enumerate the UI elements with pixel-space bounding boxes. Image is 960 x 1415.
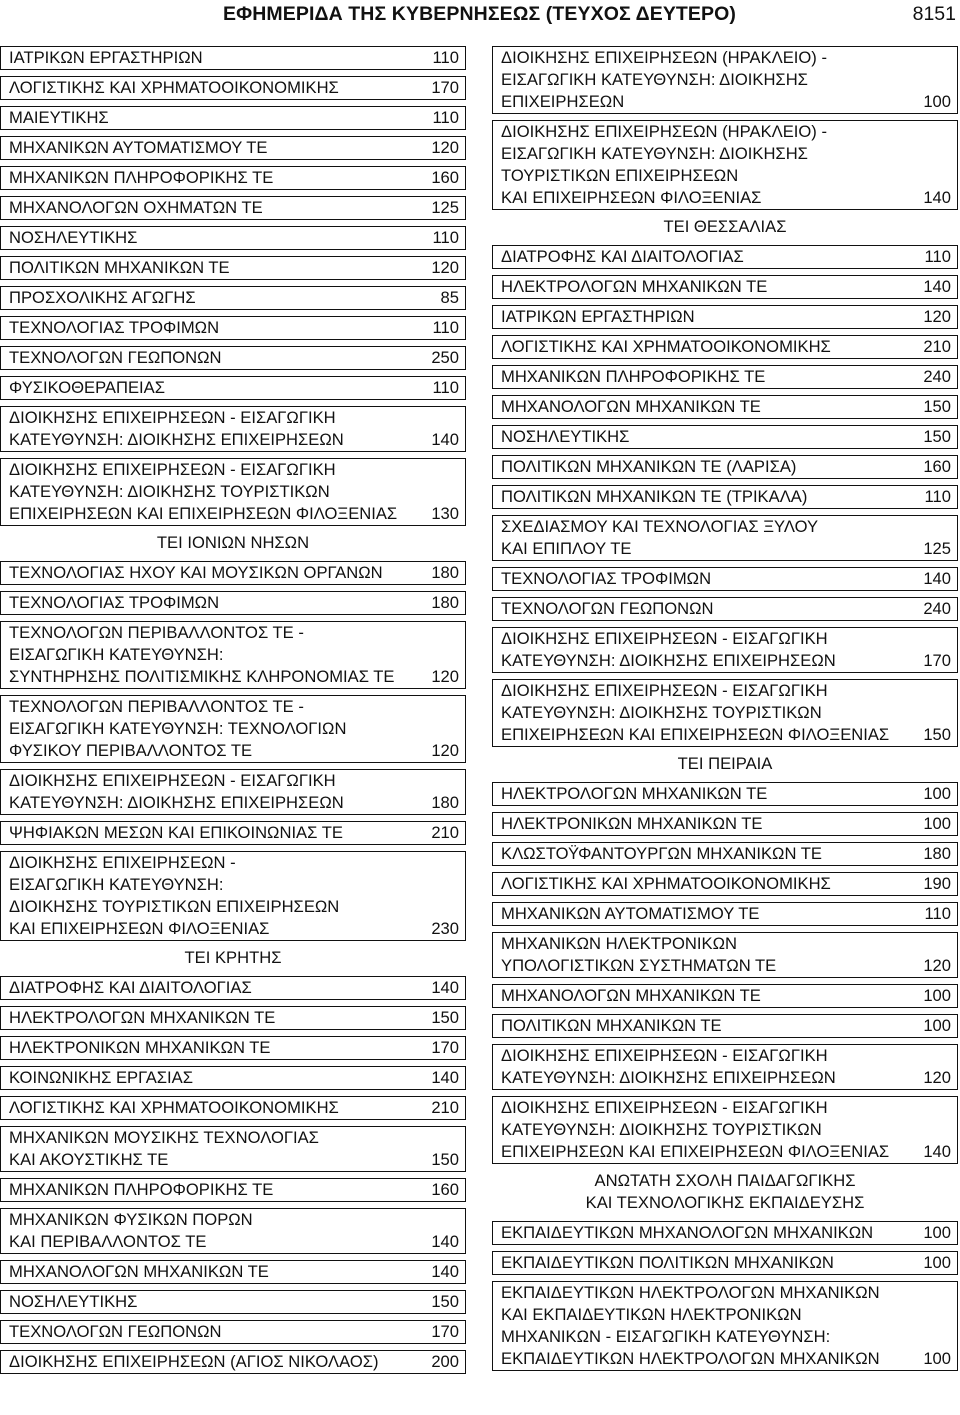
department-name-line: ΝΟΣΗΛΕΥΤΙΚΗΣ xyxy=(9,228,138,247)
department-name-line: ΔΙΟΙΚΗΣΗΣ ΕΠΙΧΕΙΡΗΣΕΩΝ (ΗΡΑΚΛΕΙΟ) - xyxy=(501,122,827,141)
department-name-line: ΚΑΤΕΥΘΥΝΣΗ: ΔΙΟΙΚΗΣΗΣ ΕΠΙΧΕΙΡΗΣΕΩΝ xyxy=(501,1068,836,1087)
department-name xyxy=(9,1261,457,1283)
admission-count: 160 xyxy=(431,168,459,187)
department-name xyxy=(9,1127,457,1171)
admission-count: 100 xyxy=(923,1016,951,1035)
admission-count: 200 xyxy=(431,1352,459,1371)
department-name xyxy=(501,1252,949,1274)
admission-count: 140 xyxy=(923,277,951,296)
department-row xyxy=(492,782,958,806)
department-name-line: ΚΟΙΝΩΝΙΚΗΣ ΕΡΓΑΣΙΑΣ xyxy=(9,1068,193,1087)
department-name xyxy=(9,622,457,688)
admission-count: 120 xyxy=(431,138,459,157)
department-row xyxy=(492,395,958,419)
department-name xyxy=(501,121,949,209)
admission-count: 100 xyxy=(923,784,951,803)
section-heading xyxy=(492,1170,958,1214)
admission-count: 160 xyxy=(431,1180,459,1199)
department-row xyxy=(0,1006,466,1030)
department-name xyxy=(9,347,457,369)
department-row xyxy=(0,1290,466,1314)
department-name xyxy=(501,456,949,478)
section-heading-line: ΚΑΙ ΤΕΧΝΟΛΟΓΙΚΗΣ ΕΚΠΑΙΔΕΥΣΗΣ xyxy=(585,1193,865,1212)
section-heading xyxy=(492,216,958,238)
admission-count: 100 xyxy=(923,1253,951,1272)
department-name xyxy=(9,257,457,279)
department-name-line: ΜΗΧΑΝΙΚΩΝ ΑΥΤΟΜΑΤΙΣΜΟΥ ΤΕ xyxy=(501,904,760,923)
department-name-line: ΜΑΙΕΥΤΙΚΗΣ xyxy=(9,108,109,127)
admission-count: 100 xyxy=(923,92,951,111)
admission-count: 110 xyxy=(432,378,459,397)
admission-count: 240 xyxy=(923,367,951,386)
department-name xyxy=(9,696,457,762)
department-name xyxy=(501,598,949,620)
department-name-line: ΤΕΧΝΟΛΟΓΙΑΣ ΗΧΟΥ ΚΑΙ ΜΟΥΣΙΚΩΝ ΟΡΓΑΝΩΝ xyxy=(9,563,383,582)
department-name xyxy=(501,985,949,1007)
department-row xyxy=(492,872,958,896)
department-name xyxy=(9,852,457,940)
department-name-line: ΕΠΙΧΕΙΡΗΣΕΩΝ ΚΑΙ ΕΠΙΧΕΙΡΗΣΕΩΝ ΦΙΛΟΞΕΝΙΑΣ xyxy=(501,1142,890,1161)
department-name-line: ΜΗΧΑΝΟΛΟΓΩΝ ΜΗΧΑΝΙΚΩΝ ΤΕ xyxy=(501,986,761,1005)
department-name xyxy=(501,306,949,328)
department-name-line: ΦΥΣΙΚΟΘΕΡΑΠΕΙΑΣ xyxy=(9,378,165,397)
department-row xyxy=(492,812,958,836)
department-name-line: ΚΑΙ ΕΠΙΠΛΟΥ ΤΕ xyxy=(501,539,632,558)
admission-count: 210 xyxy=(431,1098,459,1117)
department-name xyxy=(9,822,457,844)
department-name-line: ΚΑΙ ΕΠΙΧΕΙΡΗΣΕΩΝ ΦΙΛΟΞΕΝΙΑΣ xyxy=(9,919,270,938)
department-row xyxy=(492,597,958,621)
department-name xyxy=(501,628,949,672)
department-name-line: ΗΛΕΚΤΡΟΝΙΚΩΝ ΜΗΧΑΝΙΚΩΝ ΤΕ xyxy=(9,1038,271,1057)
department-row xyxy=(0,76,466,100)
department-name-line: ΗΛΕΚΤΡΟΝΙΚΩΝ ΜΗΧΑΝΙΚΩΝ ΤΕ xyxy=(501,814,763,833)
department-row xyxy=(0,136,466,160)
right-column xyxy=(492,46,958,1377)
department-name-line: ΜΗΧΑΝΟΛΟΓΩΝ ΟΧΗΜΑΤΩΝ ΤΕ xyxy=(9,198,263,217)
department-name xyxy=(9,107,457,129)
department-name xyxy=(501,366,949,388)
department-row xyxy=(492,627,958,673)
department-name xyxy=(501,516,949,560)
department-name-line: ΜΗΧΑΝΟΛΟΓΩΝ ΜΗΧΑΝΙΚΩΝ ΤΕ xyxy=(501,397,761,416)
department-row xyxy=(0,376,466,400)
department-row xyxy=(492,515,958,561)
department-name xyxy=(501,1222,949,1244)
admission-count: 100 xyxy=(923,814,951,833)
admission-count: 140 xyxy=(431,1068,459,1087)
department-name-line: ΤΟΥΡΙΣΤΙΚΩΝ ΕΠΙΧΕΙΡΗΣΕΩΝ xyxy=(501,166,739,185)
department-row xyxy=(492,842,958,866)
page-header xyxy=(0,0,960,34)
department-name xyxy=(501,486,949,508)
department-name-line: ΗΛΕΚΤΡΟΛΟΓΩΝ ΜΗΧΑΝΙΚΩΝ ΤΕ xyxy=(501,784,768,803)
department-name-line: ΜΗΧΑΝΙΚΩΝ ΑΥΤΟΜΑΤΙΣΜΟΥ ΤΕ xyxy=(9,138,268,157)
department-name xyxy=(9,770,457,814)
department-row xyxy=(0,621,466,689)
department-name-line: ΔΙΟΙΚΗΣΗΣ ΕΠΙΧΕΙΡΗΣΕΩΝ - ΕΙΣΑΓΩΓΙΚΗ xyxy=(501,681,828,700)
admission-count: 210 xyxy=(431,823,459,842)
department-row xyxy=(0,769,466,815)
department-row xyxy=(492,485,958,509)
admission-count: 85 xyxy=(440,288,459,307)
department-name xyxy=(501,1045,949,1089)
department-name xyxy=(501,396,949,418)
department-row xyxy=(492,305,958,329)
department-row xyxy=(0,591,466,615)
department-row xyxy=(0,1178,466,1202)
department-name-line: ΙΑΤΡΙΚΩΝ ΕΡΓΑΣΤΗΡΙΩΝ xyxy=(9,48,203,67)
department-row xyxy=(0,226,466,250)
department-name xyxy=(9,317,457,339)
department-row xyxy=(492,120,958,210)
admission-count: 210 xyxy=(923,337,951,356)
admission-count: 250 xyxy=(431,348,459,367)
department-name xyxy=(501,336,949,358)
admission-count: 190 xyxy=(923,874,951,893)
department-row xyxy=(492,425,958,449)
department-name-line: ΔΙΟΙΚΗΣΗΣ ΕΠΙΧΕΙΡΗΣΕΩΝ - ΕΙΣΑΓΩΓΙΚΗ xyxy=(9,460,336,479)
page-number: 8151 xyxy=(912,3,956,25)
admission-count: 120 xyxy=(431,741,459,760)
department-name xyxy=(9,1037,457,1059)
admission-count: 120 xyxy=(923,1068,951,1087)
department-name xyxy=(9,137,457,159)
department-row xyxy=(492,1251,958,1275)
department-name-line: ΕΚΠΑΙΔΕΥΤΙΚΩΝ ΠΟΛΙΤΙΚΩΝ ΜΗΧΑΝΙΚΩΝ xyxy=(501,1253,834,1272)
admission-count: 100 xyxy=(923,1223,951,1242)
department-name-line: ΣΥΝΤΗΡΗΣΗΣ ΠΟΛΙΤΙΣΜΙΚΗΣ ΚΛΗΡΟΝΟΜΙΑΣ ΤΕ xyxy=(9,667,395,686)
department-row xyxy=(492,365,958,389)
admission-count: 150 xyxy=(923,397,951,416)
admission-count: 130 xyxy=(431,504,459,523)
admission-count: 110 xyxy=(924,904,951,923)
section-heading-line: ΤΕΙ ΠΕΙΡΑΙΑ xyxy=(677,754,773,773)
department-name-line: ΚΑΤΕΥΘΥΝΣΗ: ΔΙΟΙΚΗΣΗΣ ΕΠΙΧΕΙΡΗΣΕΩΝ xyxy=(9,430,344,449)
admission-count: 125 xyxy=(923,539,951,558)
department-name xyxy=(501,933,949,977)
department-row xyxy=(0,46,466,70)
admission-count: 110 xyxy=(432,228,459,247)
department-name xyxy=(9,1067,457,1089)
department-row xyxy=(0,851,466,941)
admission-count: 150 xyxy=(923,427,951,446)
department-name-line: ΣΧΕΔΙΑΣΜΟΥ ΚΑΙ ΤΕΧΝΟΛΟΓΙΑΣ ΞΥΛΟΥ xyxy=(501,517,819,536)
department-name-line: ΔΙΟΙΚΗΣΗΣ ΕΠΙΧΕΙΡΗΣΕΩΝ - ΕΙΣΑΓΩΓΙΚΗ xyxy=(9,408,336,427)
department-name-line: ΔΙΟΙΚΗΣΗΣ ΕΠΙΧΕΙΡΗΣΕΩΝ - ΕΙΣΑΓΩΓΙΚΗ xyxy=(9,771,336,790)
department-name-line: ΤΕΧΝΟΛΟΓΙΑΣ ΤΡΟΦΙΜΩΝ xyxy=(501,569,712,588)
admission-count: 180 xyxy=(431,563,459,582)
department-name-line: ΠΟΛΙΤΙΚΩΝ ΜΗΧΑΝΙΚΩΝ ΤΕ (ΤΡΙΚΑΛΑ) xyxy=(501,487,808,506)
department-name xyxy=(9,1209,457,1253)
department-name xyxy=(501,47,949,113)
admission-count: 120 xyxy=(431,667,459,686)
department-name-line: ΤΕΧΝΟΛΟΓΩΝ ΓΕΩΠΟΝΩΝ xyxy=(9,348,222,367)
department-name-line: ΕΙΣΑΓΩΓΙΚΗ ΚΑΤΕΥΘΥΝΣΗ: xyxy=(9,645,224,664)
department-name-line: ΕΙΣΑΓΩΓΙΚΗ ΚΑΤΕΥΘΥΝΣΗ: ΔΙΟΙΚΗΣΗΣ xyxy=(501,144,808,163)
gazette-title: ΕΦΗΜΕΡΙΔΑ ΤΗΣ ΚΥΒΕΡΝΗΣΕΩΣ (ΤΕΥΧΟΣ ΔΕΥΤΕΡΟ) xyxy=(223,3,737,25)
department-row xyxy=(0,286,466,310)
department-name xyxy=(9,1351,457,1373)
department-name-line: ΚΑΙ ΠΕΡΙΒΑΛΛΟΝΤΟΣ ΤΕ xyxy=(9,1232,207,1251)
department-name-line: ΜΗΧΑΝΙΚΩΝ ΠΛΗΡΟΦΟΡΙΚΗΣ ΤΕ xyxy=(9,1180,274,1199)
department-row xyxy=(0,1066,466,1090)
department-name xyxy=(501,813,949,835)
department-row xyxy=(492,335,958,359)
department-row xyxy=(492,902,958,926)
department-row xyxy=(0,821,466,845)
department-row xyxy=(0,196,466,220)
department-row xyxy=(0,106,466,130)
admission-count: 100 xyxy=(923,1349,951,1368)
admission-count: 150 xyxy=(923,725,951,744)
department-name-line: ΤΕΧΝΟΛΟΓΩΝ ΓΕΩΠΟΝΩΝ xyxy=(501,599,714,618)
department-name-line: ΕΚΠΑΙΔΕΥΤΙΚΩΝ ΗΛΕΚΤΡΟΛΟΓΩΝ ΜΗΧΑΝΙΚΩΝ xyxy=(501,1349,880,1368)
admission-count: 180 xyxy=(923,844,951,863)
department-name xyxy=(9,197,457,219)
admission-count: 140 xyxy=(923,569,951,588)
department-name-line: ΗΛΕΚΤΡΟΛΟΓΩΝ ΜΗΧΑΝΙΚΩΝ ΤΕ xyxy=(9,1008,276,1027)
department-name xyxy=(9,459,457,525)
admission-count: 110 xyxy=(432,108,459,127)
department-row xyxy=(0,346,466,370)
department-name-line: ΝΟΣΗΛΕΥΤΙΚΗΣ xyxy=(501,427,630,446)
department-name xyxy=(501,1097,949,1163)
department-name xyxy=(9,1321,457,1343)
department-name-line: ΕΠΙΧΕΙΡΗΣΕΩΝ ΚΑΙ ΕΠΙΧΕΙΡΗΣΕΩΝ ΦΙΛΟΞΕΝΙΑΣ xyxy=(501,725,890,744)
department-name xyxy=(9,1179,457,1201)
department-row xyxy=(492,1096,958,1164)
admission-count: 120 xyxy=(923,956,951,975)
department-row xyxy=(0,166,466,190)
department-name-line: ΚΑΤΕΥΘΥΝΣΗ: ΔΙΟΙΚΗΣΗΣ ΤΟΥΡΙΣΤΙΚΩΝ xyxy=(501,703,822,722)
department-row xyxy=(492,1044,958,1090)
department-name xyxy=(501,903,949,925)
department-name-line: ΔΙΑΤΡΟΦΗΣ ΚΑΙ ΔΙΑΙΤΟΛΟΓΙΑΣ xyxy=(501,247,744,266)
admission-count: 120 xyxy=(431,258,459,277)
department-name-line: ΜΗΧΑΝΙΚΩΝ ΠΛΗΡΟΦΟΡΙΚΗΣ ΤΕ xyxy=(501,367,766,386)
department-name-line: ΜΗΧΑΝΙΚΩΝ ΦΥΣΙΚΩΝ ΠΟΡΩΝ xyxy=(9,1210,253,1229)
department-row xyxy=(0,1350,466,1374)
admission-count: 160 xyxy=(923,457,951,476)
department-name-line: ΥΠΟΛΟΓΙΣΤΙΚΩΝ ΣΥΣΤΗΜΑΤΩΝ ΤΕ xyxy=(501,956,777,975)
department-name-line: ΔΙΟΙΚΗΣΗΣ ΕΠΙΧΕΙΡΗΣΕΩΝ - ΕΙΣΑΓΩΓΙΚΗ xyxy=(501,1098,828,1117)
department-name-line: ΚΑΙ ΕΚΠΑΙΔΕΥΤΙΚΩΝ ΗΛΕΚΤΡΟΝΙΚΩΝ xyxy=(501,1305,802,1324)
department-name xyxy=(501,276,949,298)
department-name xyxy=(501,843,949,865)
section-heading xyxy=(0,532,466,554)
admission-count: 140 xyxy=(431,978,459,997)
department-row xyxy=(0,1260,466,1284)
department-row xyxy=(0,1320,466,1344)
section-heading-line: ΑΝΩΤΑΤΗ ΣΧΟΛΗ ΠΑΙΔΑΓΩΓΙΚΗΣ xyxy=(594,1171,856,1190)
department-name-line: ΦΥΣΙΚΟΥ ΠΕΡΙΒΑΛΛΟΝΤΟΣ ΤΕ xyxy=(9,741,253,760)
department-name-line: ΔΙΑΤΡΟΦΗΣ ΚΑΙ ΔΙΑΙΤΟΛΟΓΙΑΣ xyxy=(9,978,252,997)
admission-count: 170 xyxy=(431,1038,459,1057)
department-name xyxy=(9,562,457,584)
department-name-line: ΜΗΧΑΝΙΚΩΝ - ΕΙΣΑΓΩΓΙΚΗ ΚΑΤΕΥΘΥΝΣΗ: xyxy=(501,1327,831,1346)
department-name-line: ΕΠΙΧΕΙΡΗΣΕΩΝ ΚΑΙ ΕΠΙΧΕΙΡΗΣΕΩΝ ΦΙΛΟΞΕΝΙΑΣ xyxy=(9,504,398,523)
department-name xyxy=(9,977,457,999)
admission-count: 180 xyxy=(431,793,459,812)
department-name-line: ΜΗΧΑΝΙΚΩΝ ΠΛΗΡΟΦΟΡΙΚΗΣ ΤΕ xyxy=(9,168,274,187)
department-name-line: ΛΟΓΙΣΤΙΚΗΣ ΚΑΙ ΧΡΗΜΑΤΟΟΙΚΟΝΟΜΙΚΗΣ xyxy=(9,1098,339,1117)
department-name-line: ΔΙΟΙΚΗΣΗΣ ΕΠΙΧΕΙΡΗΣΕΩΝ - ΕΙΣΑΓΩΓΙΚΗ xyxy=(501,629,828,648)
department-name xyxy=(9,227,457,249)
section-heading-line: ΤΕΙ ΚΡΗΤΗΣ xyxy=(184,948,282,967)
department-name-line: ΠΡΟΣΧΟΛΙΚΗΣ ΑΓΩΓΗΣ xyxy=(9,288,196,307)
department-name-line: ΔΙΟΙΚΗΣΗΣ ΕΠΙΧΕΙΡΗΣΕΩΝ (ΗΡΑΚΛΕΙΟ) - xyxy=(501,48,827,67)
admission-count: 240 xyxy=(923,599,951,618)
department-row xyxy=(0,561,466,585)
department-name-line: ΚΑΙ ΑΚΟΥΣΤΙΚΗΣ ΤΕ xyxy=(9,1150,169,1169)
department-name-line: ΤΕΧΝΟΛΟΓΩΝ ΠΕΡΙΒΑΛΛΟΝΤΟΣ ΤΕ - xyxy=(9,697,304,716)
department-name-line: ΚΑΙ ΕΠΙΧΕΙΡΗΣΕΩΝ ΦΙΛΟΞΕΝΙΑΣ xyxy=(501,188,762,207)
department-name xyxy=(9,287,457,309)
department-name-line: ΛΟΓΙΣΤΙΚΗΣ ΚΑΙ ΧΡΗΜΑΤΟΟΙΚΟΝΟΜΙΚΗΣ xyxy=(501,874,831,893)
department-row xyxy=(0,316,466,340)
department-name-line: ΚΑΤΕΥΘΥΝΣΗ: ΔΙΟΙΚΗΣΗΣ ΤΟΥΡΙΣΤΙΚΩΝ xyxy=(9,482,330,501)
department-row xyxy=(492,1014,958,1038)
department-row xyxy=(492,1281,958,1371)
department-name-line: ΠΟΛΙΤΙΚΩΝ ΜΗΧΑΝΙΚΩΝ ΤΕ (ΛΑΡΙΣΑ) xyxy=(501,457,797,476)
department-row xyxy=(492,679,958,747)
department-name-line: ΠΟΛΙΤΙΚΩΝ ΜΗΧΑΝΙΚΩΝ ΤΕ xyxy=(9,258,230,277)
admission-count: 180 xyxy=(431,593,459,612)
department-name-line: ΚΛΩΣΤΟΫΦΑΝΤΟΥΡΓΩΝ ΜΗΧΑΝΙΚΩΝ ΤΕ xyxy=(501,844,822,863)
department-name xyxy=(9,592,457,614)
department-row xyxy=(0,406,466,452)
department-name-line: ΚΑΤΕΥΘΥΝΣΗ: ΔΙΟΙΚΗΣΗΣ ΤΟΥΡΙΣΤΙΚΩΝ xyxy=(501,1120,822,1139)
department-name xyxy=(501,568,949,590)
department-name-line: ΨΗΦΙΑΚΩΝ ΜΕΣΩΝ ΚΑΙ ΕΠΙΚΟΙΝΩΝΙΑΣ ΤΕ xyxy=(9,823,343,842)
department-name-line: ΚΑΤΕΥΘΥΝΣΗ: ΔΙΟΙΚΗΣΗΣ ΕΠΙΧΕΙΡΗΣΕΩΝ xyxy=(9,793,344,812)
department-name-line: ΤΕΧΝΟΛΟΓΩΝ ΓΕΩΠΟΝΩΝ xyxy=(9,1322,222,1341)
department-name-line: ΙΑΤΡΙΚΩΝ ΕΡΓΑΣΤΗΡΙΩΝ xyxy=(501,307,695,326)
department-name xyxy=(9,407,457,451)
admission-count: 110 xyxy=(924,487,951,506)
admission-count: 170 xyxy=(431,78,459,97)
department-name-line: ΝΟΣΗΛΕΥΤΙΚΗΣ xyxy=(9,1292,138,1311)
admission-count: 230 xyxy=(431,919,459,938)
department-row xyxy=(0,1036,466,1060)
department-name-line: ΠΟΛΙΤΙΚΩΝ ΜΗΧΑΝΙΚΩΝ ΤΕ xyxy=(501,1016,722,1035)
department-name-line: ΜΗΧΑΝΙΚΩΝ ΗΛΕΚΤΡΟΝΙΚΩΝ xyxy=(501,934,737,953)
department-name-line: ΔΙΟΙΚΗΣΗΣ ΕΠΙΧΕΙΡΗΣΕΩΝ - ΕΙΣΑΓΩΓΙΚΗ xyxy=(501,1046,828,1065)
department-row xyxy=(492,455,958,479)
admission-count: 120 xyxy=(923,307,951,326)
department-row xyxy=(0,695,466,763)
department-row xyxy=(0,976,466,1000)
department-row xyxy=(492,245,958,269)
department-name-line: ΕΙΣΑΓΩΓΙΚΗ ΚΑΤΕΥΘΥΝΣΗ: ΤΕΧΝΟΛΟΓΙΩΝ xyxy=(9,719,347,738)
left-column xyxy=(0,46,466,1380)
department-name-line: ΔΙΟΙΚΗΣΗΣ ΕΠΙΧΕΙΡΗΣΕΩΝ - xyxy=(9,853,236,872)
admission-count: 140 xyxy=(431,430,459,449)
department-row xyxy=(492,46,958,114)
department-name xyxy=(9,77,457,99)
admission-count: 110 xyxy=(432,48,459,67)
department-row xyxy=(492,1221,958,1245)
admission-count: 150 xyxy=(431,1150,459,1169)
department-row xyxy=(492,567,958,591)
department-name xyxy=(9,47,457,69)
department-name-line: ΕΚΠΑΙΔΕΥΤΙΚΩΝ ΜΗΧΑΝΟΛΟΓΩΝ ΜΗΧΑΝΙΚΩΝ xyxy=(501,1223,874,1242)
department-name-line: ΤΕΧΝΟΛΟΓΩΝ ΠΕΡΙΒΑΛΛΟΝΤΟΣ ΤΕ - xyxy=(9,623,304,642)
department-name-line: ΔΙΟΙΚΗΣΗΣ ΕΠΙΧΕΙΡΗΣΕΩΝ (ΑΓΙΟΣ ΝΙΚΟΛΑΟΣ) xyxy=(9,1352,379,1371)
department-row xyxy=(0,1126,466,1172)
section-heading-line: ΤΕΙ ΙΟΝΙΩΝ ΝΗΣΩΝ xyxy=(156,533,310,552)
department-row xyxy=(0,256,466,280)
department-name xyxy=(501,680,949,746)
admission-count: 150 xyxy=(431,1292,459,1311)
section-heading xyxy=(0,947,466,969)
department-name-line: ΤΕΧΝΟΛΟΓΙΑΣ ΤΡΟΦΙΜΩΝ xyxy=(9,318,220,337)
department-name xyxy=(9,377,457,399)
admission-count: 170 xyxy=(923,651,951,670)
department-name xyxy=(9,1007,457,1029)
department-name-line: ΜΗΧΑΝΙΚΩΝ ΜΟΥΣΙΚΗΣ ΤΕΧΝΟΛΟΓΙΑΣ xyxy=(9,1128,319,1147)
department-name xyxy=(9,167,457,189)
department-name-line: ΕΙΣΑΓΩΓΙΚΗ ΚΑΤΕΥΘΥΝΣΗ: ΔΙΟΙΚΗΣΗΣ xyxy=(501,70,808,89)
admission-count: 150 xyxy=(431,1008,459,1027)
admission-count: 140 xyxy=(923,1142,951,1161)
admission-count: 100 xyxy=(923,986,951,1005)
admission-count: 140 xyxy=(923,188,951,207)
section-heading xyxy=(492,753,958,775)
department-name-line: ΕΙΣΑΓΩΓΙΚΗ ΚΑΤΕΥΘΥΝΣΗ: xyxy=(9,875,224,894)
department-row xyxy=(0,1096,466,1120)
admission-count: 140 xyxy=(431,1262,459,1281)
department-name-line: ΛΟΓΙΣΤΙΚΗΣ ΚΑΙ ΧΡΗΜΑΤΟΟΙΚΟΝΟΜΙΚΗΣ xyxy=(9,78,339,97)
admission-count: 110 xyxy=(432,318,459,337)
department-name xyxy=(501,783,949,805)
department-name xyxy=(501,1015,949,1037)
department-name-line: ΚΑΤΕΥΘΥΝΣΗ: ΔΙΟΙΚΗΣΗΣ ΕΠΙΧΕΙΡΗΣΕΩΝ xyxy=(501,651,836,670)
department-row xyxy=(0,458,466,526)
department-name xyxy=(501,873,949,895)
department-name xyxy=(501,246,949,268)
department-name-line: ΗΛΕΚΤΡΟΛΟΓΩΝ ΜΗΧΑΝΙΚΩΝ ΤΕ xyxy=(501,277,768,296)
department-row xyxy=(492,984,958,1008)
department-name-line: ΜΗΧΑΝΟΛΟΓΩΝ ΜΗΧΑΝΙΚΩΝ ΤΕ xyxy=(9,1262,269,1281)
department-name-line: ΔΙΟΙΚΗΣΗΣ ΤΟΥΡΙΣΤΙΚΩΝ ΕΠΙΧΕΙΡΗΣΕΩΝ xyxy=(9,897,340,916)
department-name-line: ΕΚΠΑΙΔΕΥΤΙΚΩΝ ΗΛΕΚΤΡΟΛΟΓΩΝ ΜΗΧΑΝΙΚΩΝ xyxy=(501,1283,880,1302)
admission-count: 125 xyxy=(431,198,459,217)
department-row xyxy=(0,1208,466,1254)
admission-count: 140 xyxy=(431,1232,459,1251)
department-name xyxy=(501,426,949,448)
admission-count: 110 xyxy=(924,247,951,266)
department-name xyxy=(9,1097,457,1119)
department-name-line: ΕΠΙΧΕΙΡΗΣΕΩΝ xyxy=(501,92,625,111)
section-heading-line: ΤΕΙ ΘΕΣΣΑΛΙΑΣ xyxy=(663,217,787,236)
department-name-line: ΤΕΧΝΟΛΟΓΙΑΣ ΤΡΟΦΙΜΩΝ xyxy=(9,593,220,612)
department-row xyxy=(492,932,958,978)
department-name xyxy=(9,1291,457,1313)
admission-count: 170 xyxy=(431,1322,459,1341)
department-row xyxy=(492,275,958,299)
department-name xyxy=(501,1282,949,1370)
department-name-line: ΛΟΓΙΣΤΙΚΗΣ ΚΑΙ ΧΡΗΜΑΤΟΟΙΚΟΝΟΜΙΚΗΣ xyxy=(501,337,831,356)
